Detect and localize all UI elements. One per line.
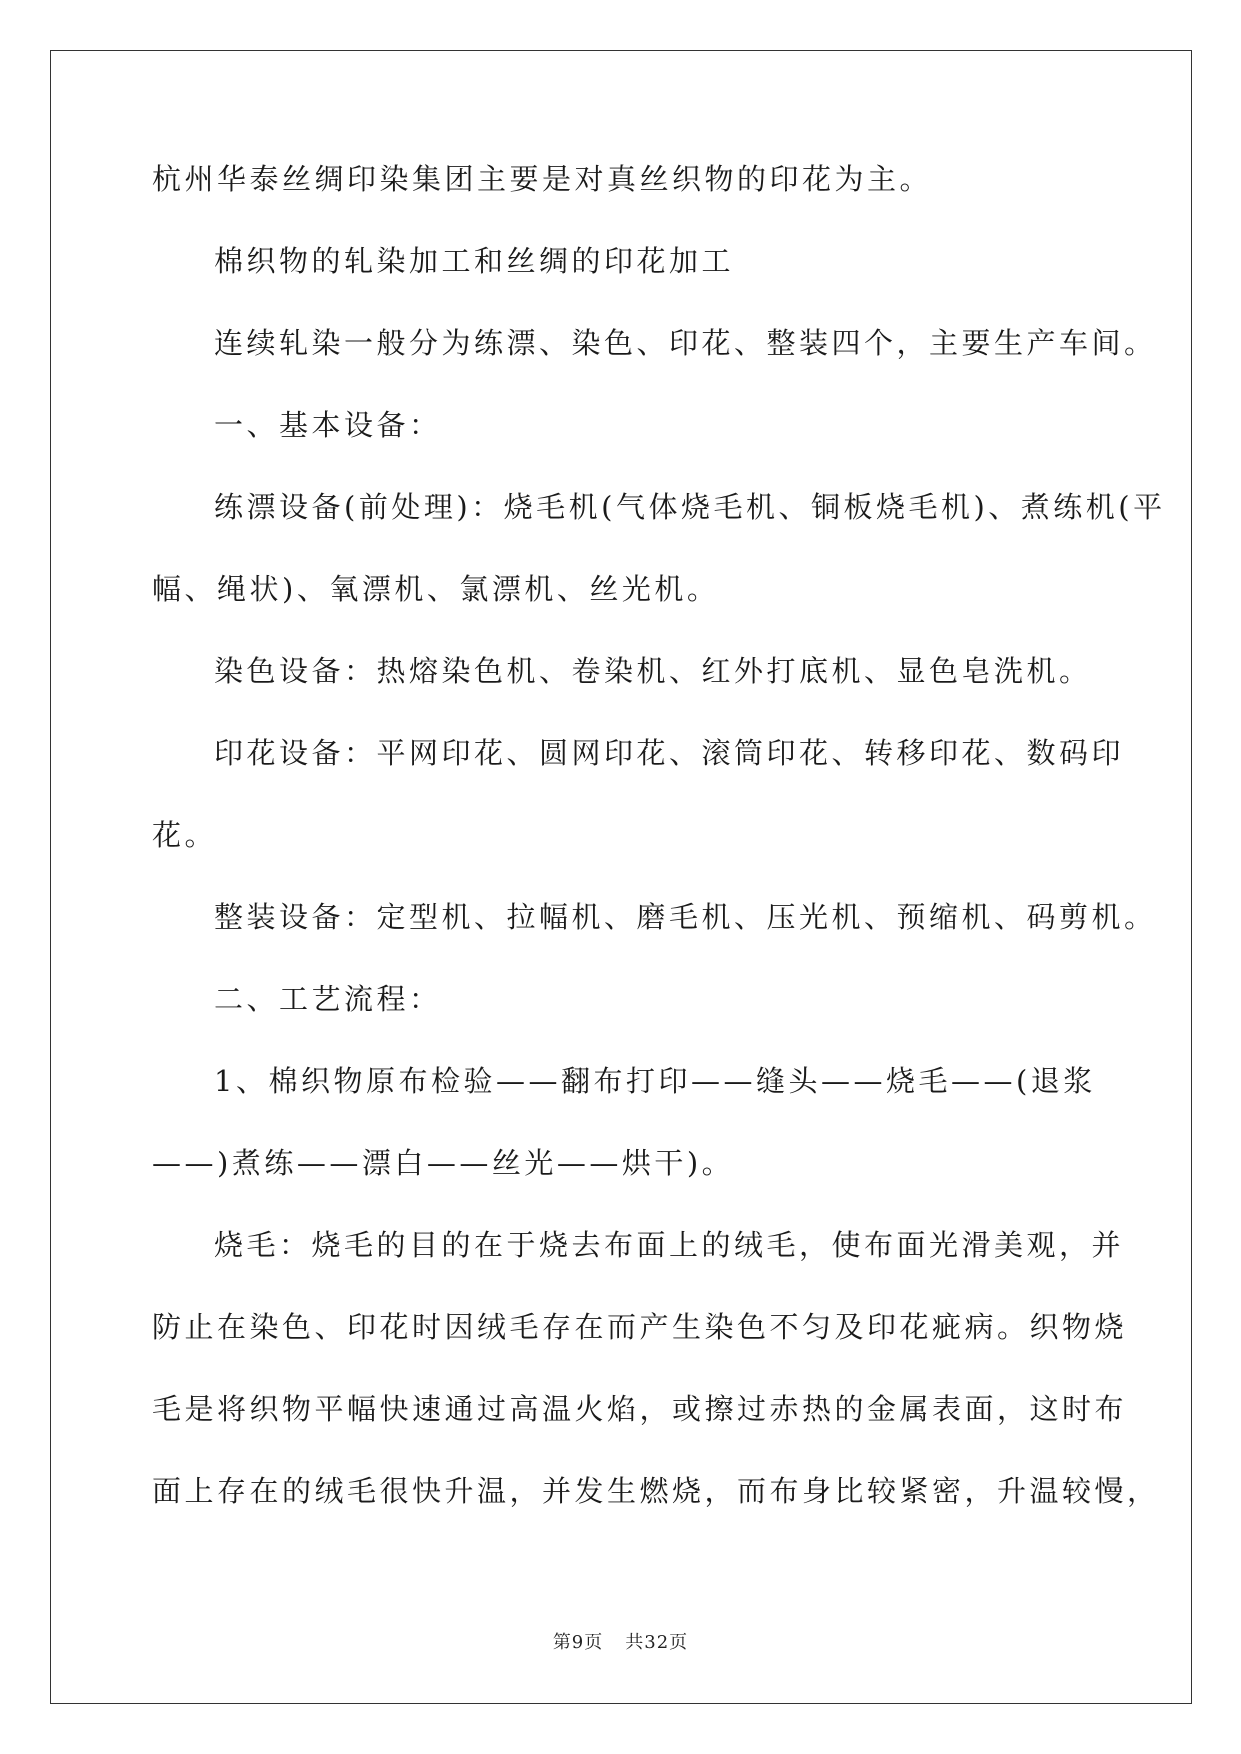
section-heading: 一、基本设备： <box>214 408 442 442</box>
paragraph-line: 连续轧染一般分为练漂、染色、印花、整装四个，主要生产车间。 <box>214 326 1157 360</box>
paragraph-line: 练漂设备(前处理)：烧毛机(气体烧毛机、铜板烧毛机)、煮练机(平 <box>214 490 1166 524</box>
page-footer <box>0 1628 1241 1654</box>
paragraph-line: ——)煮练——漂白——丝光——烘干)。 <box>152 1146 735 1180</box>
paragraph-line: 防止在染色、印花时因绒毛存在而产生染色不匀及印花疵病。织物烧 <box>152 1310 1128 1344</box>
paragraph-line: 杭州华泰丝绸印染集团主要是对真丝织物的印花为主。 <box>152 162 933 196</box>
section-heading: 二、工艺流程： <box>214 982 442 1016</box>
paragraph-line: 烧毛：烧毛的目的在于烧去布面上的绒毛，使布面光滑美观，并 <box>214 1228 1125 1262</box>
paragraph-line: 印花设备：平网印花、圆网印花、滚筒印花、转移印花、数码印 <box>214 736 1125 770</box>
paragraph-line: 毛是将织物平幅快速通过高温火焰，或擦过赤热的金属表面，这时布 <box>152 1392 1128 1426</box>
paragraph-line: 棉织物的轧染加工和丝绸的印花加工 <box>214 244 735 278</box>
paragraph-line: 面上存在的绒毛很快升温，并发生燃烧，而布身比较紧密，升温较慢， <box>152 1474 1160 1508</box>
page-number: 第9页 <box>552 1632 604 1653</box>
paragraph-line: 染色设备：热熔染色机、卷染机、红外打底机、显色皂洗机。 <box>214 654 1092 688</box>
paragraph-line: 花。 <box>152 818 218 852</box>
paragraph-line: 1、棉织物原布检验——翻布打印——缝头——烧毛——(退浆 <box>214 1064 1096 1098</box>
paragraph-line: 幅、绳状)、氧漂机、氯漂机、丝光机。 <box>152 572 720 606</box>
page-total: 共32页 <box>625 1632 689 1653</box>
document-body <box>152 160 1166 1554</box>
paragraph-line: 整装设备：定型机、拉幅机、磨毛机、压光机、预缩机、码剪机。 <box>214 900 1157 934</box>
